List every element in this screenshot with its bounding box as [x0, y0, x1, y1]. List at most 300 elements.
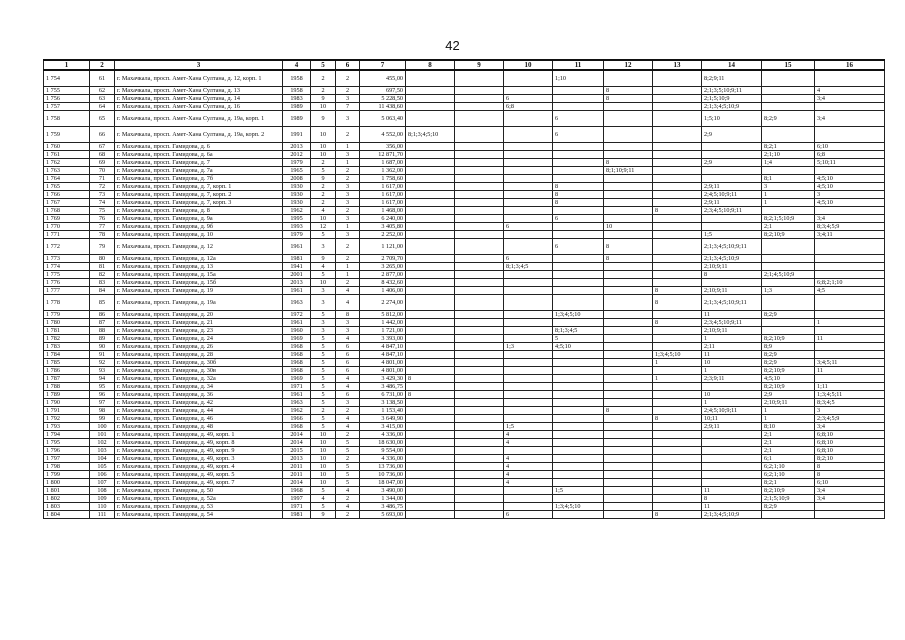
table-cell: 2;10;9;11	[702, 263, 762, 271]
table-cell: 8;2;1	[762, 479, 815, 487]
table-cell: 1 786	[44, 367, 90, 375]
table-cell: 66	[90, 127, 115, 143]
table-cell: 4;5;10	[553, 343, 604, 351]
table-cell	[604, 151, 653, 159]
table-cell: 1;3;4;5;10	[653, 351, 702, 359]
table-row	[44, 199, 885, 207]
table-cell: 2;3;4;5;9	[815, 415, 885, 423]
table-cell	[553, 271, 604, 279]
table-cell	[455, 479, 504, 487]
table-cell	[455, 367, 504, 375]
table-cell	[406, 199, 455, 207]
table-cell	[762, 167, 815, 175]
table-cell: 99	[90, 415, 115, 423]
table-cell	[702, 455, 762, 463]
table-cell: 3 429,30	[360, 375, 406, 383]
table-cell	[604, 295, 653, 311]
table-cell: 1 617,00	[360, 183, 406, 191]
table-cell: 10	[311, 471, 336, 479]
table-cell: 2	[311, 191, 336, 199]
table-cell: 12	[311, 223, 336, 231]
table-cell	[455, 263, 504, 271]
table-cell	[553, 167, 604, 175]
table-cell: 1;5	[504, 423, 553, 431]
table-cell: 1 790	[44, 399, 90, 407]
table-row	[44, 167, 885, 175]
table-cell: 1961	[283, 239, 311, 255]
table-cell: 8	[653, 287, 702, 295]
table-cell: 4;5;10	[815, 183, 885, 191]
table-cell: 6;10	[815, 479, 885, 487]
table-cell: 2008	[283, 175, 311, 183]
table-cell	[653, 191, 702, 199]
table-cell	[406, 143, 455, 151]
table-cell: 1 362,00	[360, 167, 406, 175]
table-cell: 1989	[283, 103, 311, 111]
table-cell: 6;8;10	[815, 439, 885, 447]
table-row	[44, 423, 885, 431]
table-cell	[406, 207, 455, 215]
table-cell: 8	[653, 319, 702, 327]
table-cell: 8	[406, 391, 455, 399]
table-cell: 101	[90, 431, 115, 439]
table-row	[44, 367, 885, 375]
table-cell: 4;5;10	[815, 199, 885, 207]
table-cell: 73	[90, 191, 115, 199]
table-cell: г. Махачкала, просп. Гамидова, д. 7	[115, 159, 283, 167]
table-cell	[553, 455, 604, 463]
table-cell	[406, 335, 455, 343]
table-cell: г. Махачкала, просп. Амет-Хана Султана, д. 16	[115, 103, 283, 111]
table-cell	[653, 175, 702, 183]
table-cell	[504, 335, 553, 343]
table-cell: 2015	[283, 447, 311, 455]
table-row	[44, 319, 885, 327]
table-cell: 94	[90, 375, 115, 383]
table-cell: 1 771	[44, 231, 90, 239]
table-cell	[762, 327, 815, 335]
table-cell	[604, 391, 653, 399]
table-cell: 91	[90, 351, 115, 359]
table-cell: 2	[336, 207, 360, 215]
table-cell: 5	[311, 415, 336, 423]
table-cell	[762, 127, 815, 143]
table-cell: 4	[336, 383, 360, 391]
table-cell: 9	[311, 95, 336, 103]
table-cell: 5	[311, 231, 336, 239]
table-cell: 2;10;9;11	[702, 327, 762, 335]
table-cell: 3	[311, 327, 336, 335]
table-cell: 2;1;3;4;5;10;9	[702, 103, 762, 111]
table-cell: 3	[311, 295, 336, 311]
table-cell: 2	[336, 455, 360, 463]
table-cell: 6	[336, 351, 360, 359]
table-cell	[553, 223, 604, 231]
table-cell	[504, 447, 553, 455]
table-cell	[815, 127, 885, 143]
table-cell	[553, 407, 604, 415]
table-cell	[504, 183, 553, 191]
table-cell	[455, 383, 504, 391]
table-cell	[504, 383, 553, 391]
table-cell: г. Махачкала, просп. Гамидова, д. 7, корп. 3	[115, 199, 283, 207]
table-cell: 4	[311, 263, 336, 271]
table-cell: 2012	[283, 151, 311, 159]
table-cell: г. Махачкала, просп. Гамидова, д. 15б	[115, 279, 283, 287]
table-cell: 2;1	[762, 439, 815, 447]
table-cell: 2;9	[762, 391, 815, 399]
table-cell: 2	[336, 407, 360, 415]
table-cell: г. Махачкала, просп. Гамидова, д. 24	[115, 335, 283, 343]
table-cell	[504, 199, 553, 207]
table-cell: 2	[336, 255, 360, 263]
table-cell: 1 780	[44, 319, 90, 327]
table-cell: 3	[311, 287, 336, 295]
table-cell	[406, 495, 455, 503]
table-cell: 5	[311, 383, 336, 391]
table-cell: 8;2;10	[815, 455, 885, 463]
table-cell: 8;2;9	[762, 359, 815, 367]
table-cell	[815, 375, 885, 383]
table-cell	[653, 495, 702, 503]
table-cell: 1	[336, 271, 360, 279]
table-cell: 3 490,00	[360, 487, 406, 495]
table-cell	[455, 311, 504, 319]
table-cell: г. Махачкала, просп. Гамидова, д. 54	[115, 511, 283, 519]
table-cell	[702, 439, 762, 447]
table-cell	[406, 255, 455, 263]
table-cell	[762, 295, 815, 311]
table-cell	[553, 383, 604, 391]
table-cell: 1 793	[44, 423, 90, 431]
table-cell: 1	[762, 191, 815, 199]
table-cell	[406, 295, 455, 311]
table-cell: 1 754	[44, 70, 90, 87]
table-row	[44, 103, 885, 111]
table-cell: 89	[90, 335, 115, 343]
table-cell	[653, 199, 702, 207]
table-cell	[553, 255, 604, 263]
table-cell: 8;2;9	[762, 111, 815, 127]
table-cell	[455, 511, 504, 519]
table-cell	[653, 391, 702, 399]
table-cell: 6	[336, 343, 360, 351]
table-row	[44, 191, 885, 199]
table-cell: 109	[90, 495, 115, 503]
table-cell	[455, 399, 504, 407]
table-cell	[455, 231, 504, 239]
table-cell: 11	[702, 311, 762, 319]
table-cell	[653, 335, 702, 343]
table-cell	[455, 359, 504, 367]
table-cell	[604, 199, 653, 207]
table-cell	[406, 487, 455, 495]
column-header: 12	[604, 60, 653, 70]
table-cell: 3;4;11	[815, 231, 885, 239]
table-cell: 2;9;11	[702, 199, 762, 207]
table-cell: 4 847,10	[360, 343, 406, 351]
table-cell: 8	[604, 87, 653, 95]
table-cell: 10	[604, 223, 653, 231]
table-cell: 1;11	[815, 383, 885, 391]
table-cell: 1 617,00	[360, 191, 406, 199]
table-row	[44, 415, 885, 423]
table-cell: 71	[90, 175, 115, 183]
table-cell	[762, 511, 815, 519]
table-cell	[455, 327, 504, 335]
page-number: 42	[445, 38, 460, 53]
table-cell	[815, 271, 885, 279]
table-cell: 2	[336, 495, 360, 503]
table-cell: 1979	[283, 231, 311, 239]
table-cell: 9	[311, 111, 336, 127]
table-cell: г. Махачкала, просп. Гамидова, д. 28	[115, 351, 283, 359]
table-cell: 4	[336, 423, 360, 431]
table-cell	[653, 439, 702, 447]
table-row	[44, 111, 885, 127]
table-cell	[653, 311, 702, 319]
table-cell: 1 777	[44, 287, 90, 295]
table-cell	[455, 271, 504, 279]
table-cell: 2	[336, 127, 360, 143]
table-cell	[504, 399, 553, 407]
table-cell: 8;3;4;5	[815, 399, 885, 407]
table-cell	[553, 463, 604, 471]
table-cell: 2013	[283, 279, 311, 287]
table-cell: 10	[702, 359, 762, 367]
table-cell: 1930	[283, 183, 311, 191]
table-cell: 65	[90, 111, 115, 127]
table-cell: г. Махачкала, просп. Гамидова, д. 7, корп. 2	[115, 191, 283, 199]
table-cell	[455, 279, 504, 287]
table-cell: 8	[702, 271, 762, 279]
table-cell: 1 758,60	[360, 175, 406, 183]
table-cell	[504, 167, 553, 175]
table-cell: 9 554,00	[360, 447, 406, 455]
table-cell: 1941	[283, 263, 311, 271]
table-cell: г. Махачкала, просп. Амет-Хана Султана, д. 19а, корп. 2	[115, 127, 283, 143]
table-cell: 1 804	[44, 511, 90, 519]
table-cell: 108	[90, 487, 115, 495]
table-cell: 5	[311, 359, 336, 367]
table-cell: г. Махачкала, просп. Гамидова, д. 49, корп. 4	[115, 463, 283, 471]
table-cell: 85	[90, 295, 115, 311]
table-cell: 1981	[283, 511, 311, 519]
table-cell	[604, 335, 653, 343]
table-cell: 1993	[283, 223, 311, 231]
table-cell	[702, 223, 762, 231]
table-cell	[553, 359, 604, 367]
table-cell	[406, 70, 455, 87]
table-cell: 69	[90, 159, 115, 167]
table-cell	[653, 447, 702, 455]
table-cell: г. Махачкала, просп. Гамидова, д. 49, корп. 8	[115, 439, 283, 447]
table-cell	[604, 143, 653, 151]
table-cell: 1	[653, 359, 702, 367]
table-cell	[553, 479, 604, 487]
table-cell: 4 336,00	[360, 431, 406, 439]
table-cell	[455, 423, 504, 431]
table-cell: 4;5;10	[815, 175, 885, 183]
table-cell	[406, 263, 455, 271]
table-cell: 1	[653, 375, 702, 383]
table-cell: 77	[90, 223, 115, 231]
table-cell	[455, 455, 504, 463]
table-cell	[406, 447, 455, 455]
table-cell: 4	[311, 207, 336, 215]
table-row	[44, 183, 885, 191]
table-cell: 4	[504, 455, 553, 463]
table-row	[44, 431, 885, 439]
table-cell: 98	[90, 407, 115, 415]
table-cell: 1;5;10	[702, 111, 762, 127]
table-cell: 62	[90, 87, 115, 95]
table-cell: г. Махачкала, просп. Гамидова, д. 6а	[115, 151, 283, 159]
table-cell: 2	[311, 70, 336, 87]
table-cell	[762, 70, 815, 87]
table-cell: 1 778	[44, 295, 90, 311]
table-cell: 1;5	[702, 231, 762, 239]
table-cell	[504, 207, 553, 215]
table-cell: 1;3;4;5;11	[815, 391, 885, 399]
table-cell: 1 802	[44, 495, 90, 503]
table-cell	[653, 383, 702, 391]
table-cell: 3 649,90	[360, 415, 406, 423]
table-cell: 10;11	[702, 415, 762, 423]
table-cell	[455, 391, 504, 399]
table-cell	[504, 143, 553, 151]
table-cell: 4 801,00	[360, 367, 406, 375]
table-cell: 4	[336, 487, 360, 495]
table-cell	[604, 431, 653, 439]
table-cell	[553, 95, 604, 103]
table-cell: 10	[311, 215, 336, 223]
table-cell: 8;1;10;9;11	[604, 167, 653, 175]
table-cell: г. Махачкала, просп. Гамидова, д. 21	[115, 319, 283, 327]
table-cell: 8	[406, 375, 455, 383]
table-row	[44, 223, 885, 231]
table-cell	[406, 407, 455, 415]
table-cell: 4	[504, 471, 553, 479]
table-cell: 8;2;10;9	[762, 383, 815, 391]
table-cell: 8 432,60	[360, 279, 406, 287]
table-row	[44, 327, 885, 335]
table-cell	[653, 255, 702, 263]
table-cell: г. Махачкала, просп. Гамидова, д. 19а	[115, 295, 283, 311]
table-cell: 4	[336, 375, 360, 383]
table-cell	[504, 295, 553, 311]
table-cell: 3	[311, 319, 336, 327]
table-row	[44, 87, 885, 95]
table-cell: 1960	[283, 327, 311, 335]
table-cell	[762, 255, 815, 263]
table-cell: 61	[90, 70, 115, 87]
table-cell: 2	[336, 167, 360, 175]
table-cell: 3;4	[815, 423, 885, 431]
table-cell	[604, 263, 653, 271]
table-cell: 1 765	[44, 183, 90, 191]
table-cell: 3	[336, 399, 360, 407]
table-cell: г. Махачкала, просп. Гамидова, д. 15а	[115, 271, 283, 279]
table-cell: 80	[90, 255, 115, 263]
table-cell: 6	[504, 95, 553, 103]
table-cell	[455, 495, 504, 503]
table-cell: 1	[762, 199, 815, 207]
table-cell: 1 779	[44, 311, 90, 319]
table-cell	[406, 167, 455, 175]
table-cell: 96	[90, 391, 115, 399]
table-cell	[653, 471, 702, 479]
table-cell: 79	[90, 239, 115, 255]
table-cell: 5 693,00	[360, 511, 406, 519]
table-cell: 75	[90, 207, 115, 215]
table-cell: 1 774	[44, 263, 90, 271]
table-cell: 6;8	[504, 103, 553, 111]
table-cell: 18 047,00	[360, 479, 406, 487]
table-cell: 1 788	[44, 383, 90, 391]
table-cell	[553, 175, 604, 183]
table-cell: 10	[311, 439, 336, 447]
table-cell	[553, 103, 604, 111]
table-cell	[504, 367, 553, 375]
table-cell: 11	[702, 503, 762, 511]
table-row	[44, 351, 885, 359]
table-row	[44, 151, 885, 159]
table-cell: 3	[762, 183, 815, 191]
table-cell	[604, 463, 653, 471]
table-cell: 8;3;4;5;9	[815, 223, 885, 231]
table-cell: 88	[90, 327, 115, 335]
table-cell: 2;11	[702, 343, 762, 351]
table-cell: 6	[553, 111, 604, 127]
table-cell: 84	[90, 287, 115, 295]
table-cell	[406, 87, 455, 95]
table-cell: 6;10	[815, 143, 885, 151]
table-cell	[455, 207, 504, 215]
table-cell	[653, 399, 702, 407]
register-table	[43, 59, 885, 519]
table-cell: 8	[604, 239, 653, 255]
table-cell: 2;9	[702, 159, 762, 167]
table-cell: 1 344,00	[360, 495, 406, 503]
table-row	[44, 263, 885, 271]
table-cell: 1979	[283, 159, 311, 167]
table-cell	[604, 471, 653, 479]
table-cell: 106	[90, 471, 115, 479]
table-cell: 4;5;10	[762, 375, 815, 383]
table-cell: 1 797	[44, 455, 90, 463]
table-cell: 5	[311, 167, 336, 175]
table-cell: 87	[90, 319, 115, 327]
table-cell	[504, 359, 553, 367]
table-cell: 4	[504, 431, 553, 439]
table-cell: 8;2;10;9	[762, 487, 815, 495]
table-cell: 1	[702, 367, 762, 375]
table-row	[44, 231, 885, 239]
table-cell	[653, 167, 702, 175]
table-cell: 1 800	[44, 479, 90, 487]
table-cell	[406, 343, 455, 351]
table-cell: 3	[336, 231, 360, 239]
table-cell	[702, 151, 762, 159]
column-header: 3	[115, 60, 283, 70]
table-cell: 1981	[283, 255, 311, 263]
table-cell: 1 776	[44, 279, 90, 287]
table-cell	[406, 431, 455, 439]
table-cell	[604, 351, 653, 359]
table-cell	[553, 319, 604, 327]
table-cell	[815, 263, 885, 271]
